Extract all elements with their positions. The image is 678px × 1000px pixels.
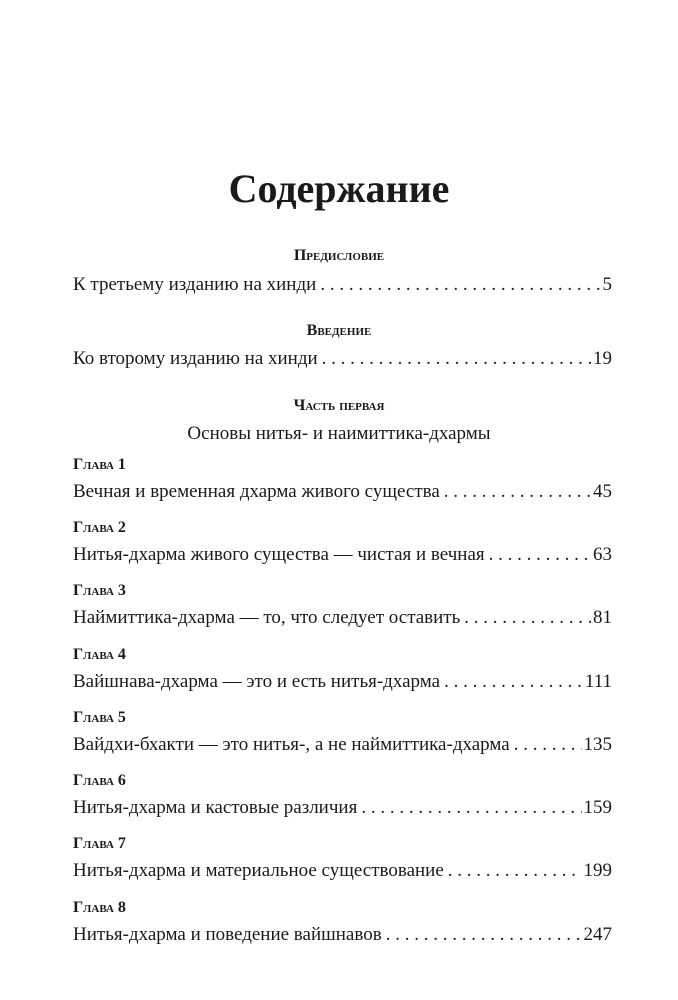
- part-one-subtitle: Основы нитья- и наимиттика-дхармы: [187, 423, 491, 444]
- chapter-label: Глава 3: [73, 582, 126, 599]
- chapter-label: Глава 1: [73, 456, 126, 473]
- toc-entry-text: Нитья-дхарма и материальное существование: [73, 860, 444, 881]
- dot-leader: [489, 543, 591, 567]
- toc-entry-chapter-4[interactable]: [73, 670, 612, 694]
- chapter-label: Глава 4: [73, 646, 126, 663]
- toc-entry-page: 81: [593, 607, 612, 628]
- toc-entry-page: 63: [593, 544, 612, 565]
- section-heading-introduction: Введение: [306, 322, 372, 339]
- page-title: Содержание: [228, 166, 450, 211]
- dot-leader: [361, 796, 581, 820]
- toc-entry-text: Вайдхи-бхакти — это нитья-, а не наймиттика-дхарма: [73, 734, 510, 755]
- dot-leader: [448, 859, 582, 883]
- toc-entry-chapter-3[interactable]: [73, 606, 612, 630]
- toc-entry-chapter-2[interactable]: [73, 543, 612, 567]
- dot-leader: [444, 670, 583, 694]
- section-heading-part-one: Часть первая: [293, 397, 385, 414]
- toc-entry-text: Нитья-дхарма живого существа — чистая и вечная: [73, 544, 485, 565]
- toc-entry-preface[interactable]: [73, 273, 612, 297]
- toc-entry-page: 247: [583, 924, 612, 945]
- toc-entry-text: Нитья-дхарма и кастовые различия: [73, 797, 358, 818]
- toc-entry-text: Наймиттика-дхарма — то, что следует оставить: [73, 607, 461, 628]
- toc-entry-text: Нитья-дхарма и поведение вайшнавов: [73, 924, 382, 945]
- toc-entry-page: 45: [593, 481, 612, 502]
- toc-entry-introduction[interactable]: [73, 347, 612, 371]
- section-heading-preface: Предисловие: [293, 247, 385, 264]
- chapter-label: Глава 7: [73, 835, 126, 852]
- dot-leader: [444, 480, 591, 504]
- toc-entry-page: 111: [584, 671, 612, 692]
- toc-entry-chapter-6[interactable]: [73, 796, 612, 820]
- toc-entry-text: Вечная и временная дхарма живого существа: [73, 481, 440, 502]
- dot-leader: [464, 606, 591, 630]
- toc-entry-page: 135: [583, 734, 612, 755]
- toc-entry-text: Вайшнава-дхарма — это и есть нитья-дхарма: [73, 671, 441, 692]
- dot-leader: [386, 923, 582, 947]
- toc-entry-chapter-7[interactable]: [73, 859, 612, 883]
- toc-entry-chapter-5[interactable]: [73, 733, 612, 757]
- toc-entry-text: К третьему изданию на хинди: [73, 274, 317, 295]
- dot-leader: [322, 347, 591, 371]
- chapter-label: Глава 2: [73, 519, 126, 536]
- chapter-label: Глава 5: [73, 709, 126, 726]
- dot-leader: [514, 733, 582, 757]
- chapter-label: Глава 8: [73, 899, 126, 916]
- chapter-label: Глава 6: [73, 772, 126, 789]
- toc-entry-page: 159: [583, 797, 612, 818]
- toc-entry-page: 5: [602, 274, 612, 295]
- toc-entry-text: Ко второму изданию на хинди: [73, 348, 318, 369]
- toc-entry-page: 19: [593, 348, 612, 369]
- toc-entry-page: 199: [583, 860, 612, 881]
- dot-leader: [320, 273, 600, 297]
- toc-entry-chapter-8[interactable]: [73, 923, 612, 947]
- toc-entry-chapter-1[interactable]: [73, 480, 612, 504]
